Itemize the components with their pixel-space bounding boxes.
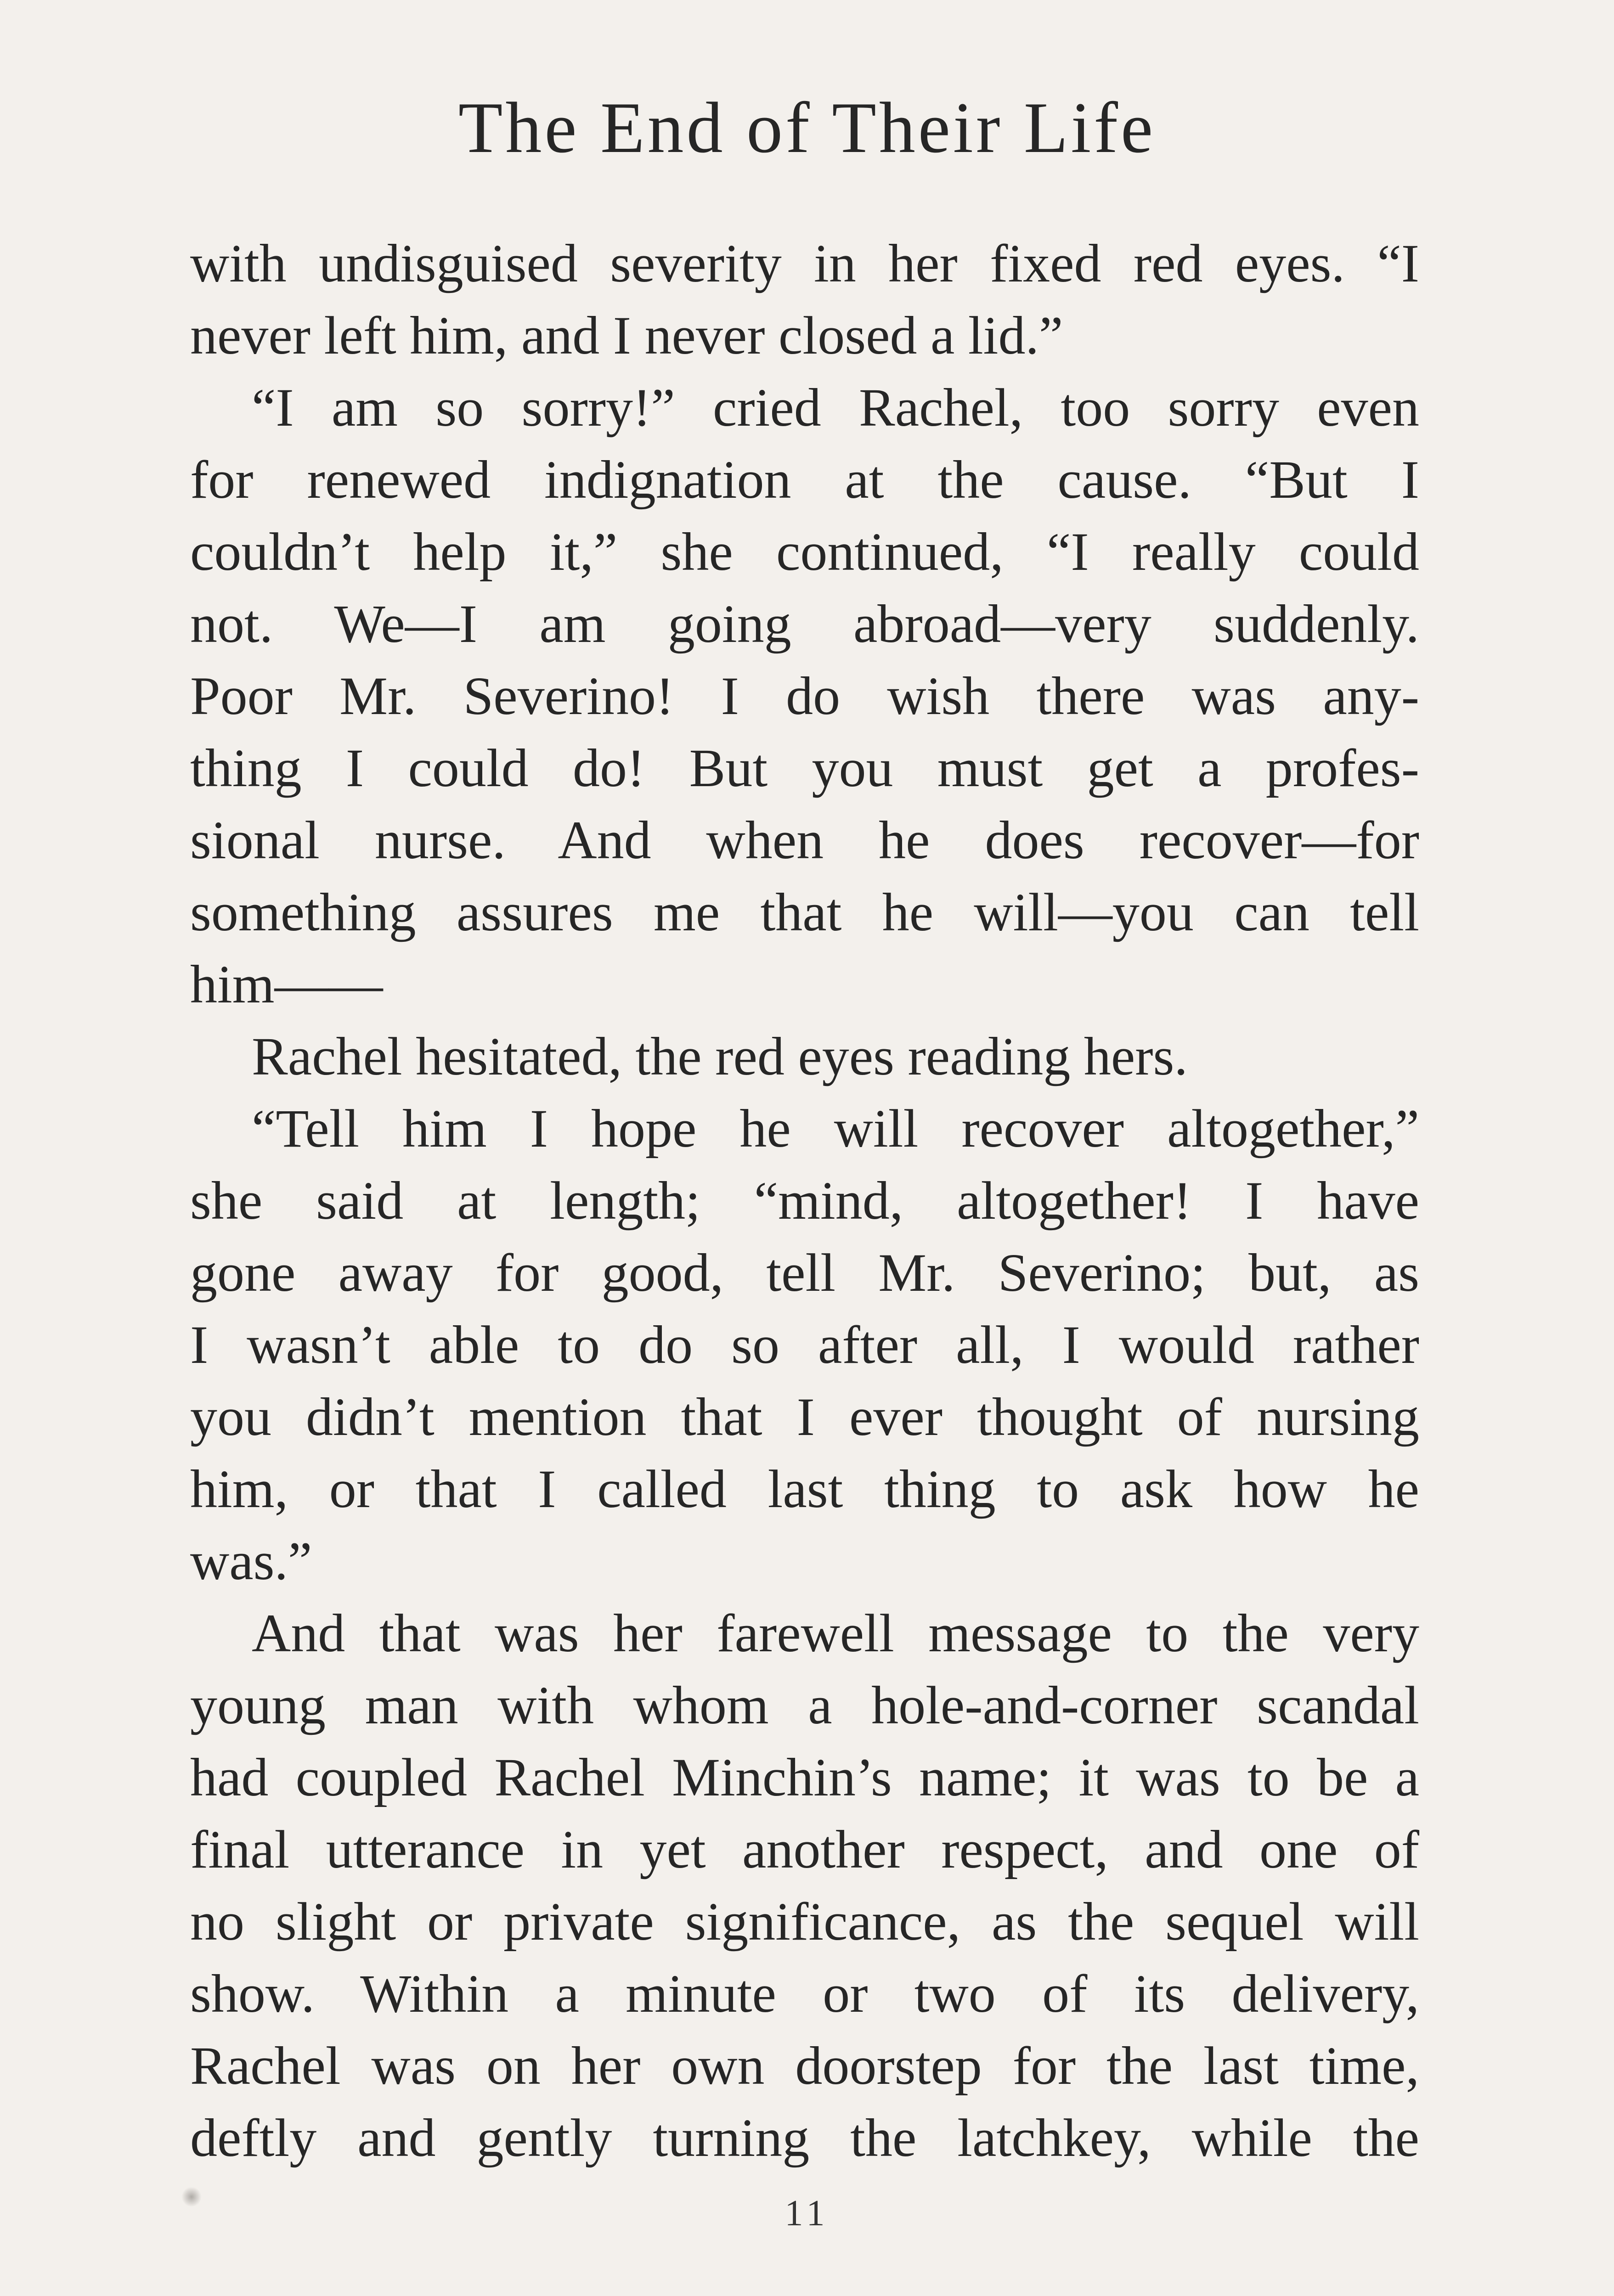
text-line: I wasn’t able to do so after all, I would rather xyxy=(190,1315,1419,1375)
text-line: never left him, and I never closed a lid.” xyxy=(190,305,1063,366)
text-line: young man with whom a hole-and-corner scandal xyxy=(190,1675,1419,1735)
text-line: “I am so sorry!” cried Rachel, too sorry even xyxy=(252,377,1419,438)
text-line: him, or that I called last thing to ask how he xyxy=(190,1459,1419,1519)
text-line: sional nurse. And when he does recover—for xyxy=(190,810,1419,870)
text-line: you didn’t mention that I ever thought of nursing xyxy=(190,1387,1419,1447)
text-line: Poor Mr. Severino! I do wish there was any- xyxy=(190,666,1419,726)
text-line: Rachel hesitated, the red eyes reading hers. xyxy=(252,1026,1188,1086)
text-line: deftly and gently turning the latchkey, while the xyxy=(190,2108,1419,2168)
text-line: something assures me that he will—you can tell xyxy=(190,882,1419,942)
text-line: not. We—I am going abroad—very suddenly. xyxy=(190,594,1419,654)
text-line: was.” xyxy=(190,1531,312,1591)
text-line: Rachel was on her own doorstep for the last time, xyxy=(190,2036,1419,2096)
text-line: “Tell him I hope he will recover altogether,” xyxy=(252,1098,1419,1159)
running-title: The End of Their Life xyxy=(458,88,1156,168)
text-line: with undisguised severity in her fixed red eyes. “I xyxy=(190,233,1419,293)
body-text xyxy=(190,227,1419,2174)
text-line: couldn’t help it,” she continued, “I really could xyxy=(190,522,1419,582)
text-line: gone away for good, tell Mr. Severino; but, as xyxy=(190,1243,1419,1303)
text-line: him—— xyxy=(190,954,383,1014)
text-line: show. Within a minute or two of its delivery, xyxy=(190,1964,1419,2024)
text-line: final utterance in yet another respect, and one of xyxy=(190,1819,1419,1880)
text-line: And that was her farewell message to the very xyxy=(252,1603,1419,1663)
text-line: thing I could do! But you must get a profes- xyxy=(190,738,1419,798)
text-line: had coupled Rachel Minchin’s name; it was to be a xyxy=(190,1747,1419,1807)
page-number: 11 xyxy=(784,2193,830,2234)
text-line: for renewed indignation at the cause. “But I xyxy=(190,450,1419,510)
text-line: she said at length; “mind, altogether! I have xyxy=(190,1171,1419,1231)
text-line: no slight or private significance, as the sequel will xyxy=(190,1891,1419,1952)
